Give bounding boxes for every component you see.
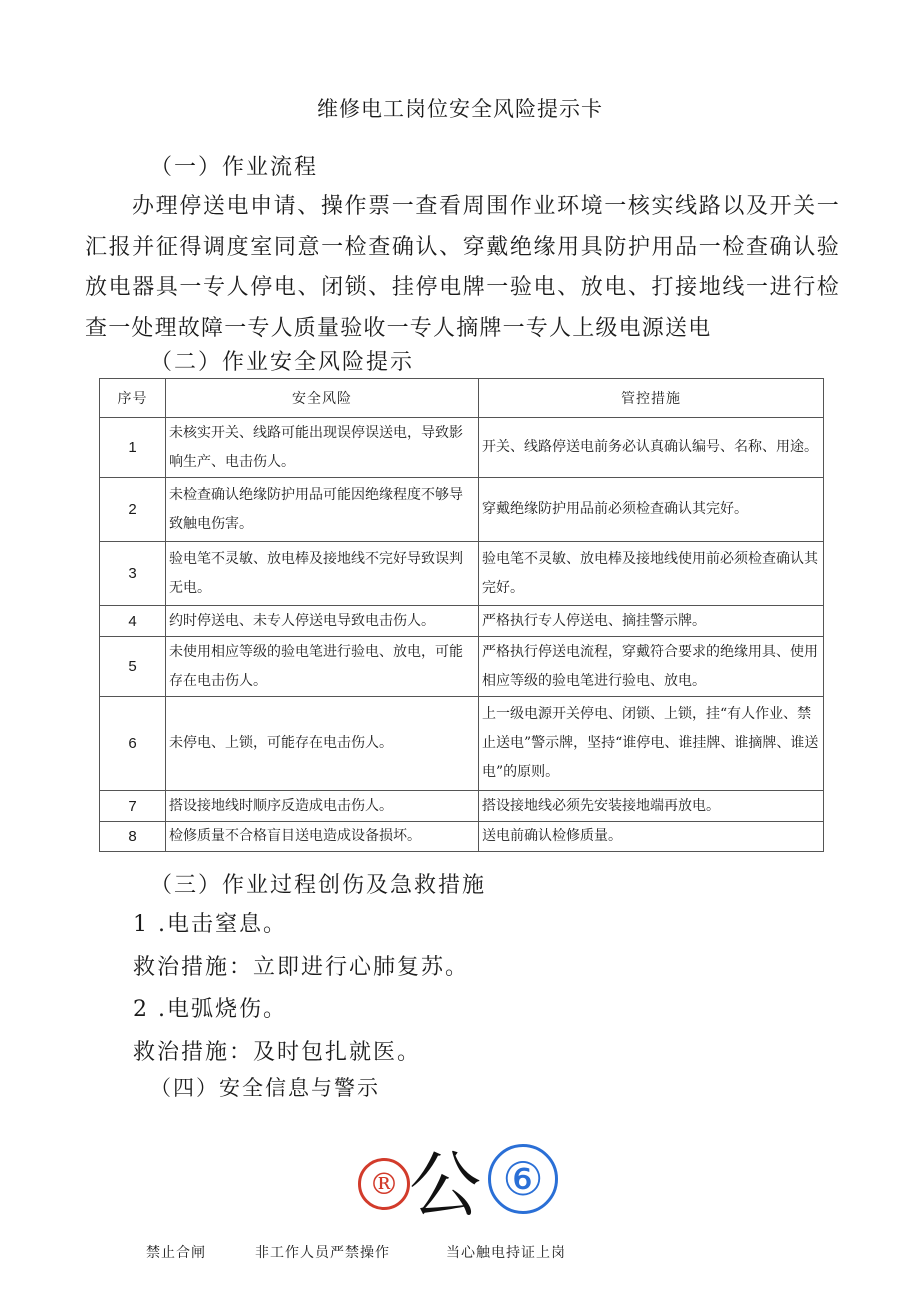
- first-aid-measure: 救治措施：立即进行心肺复苏。: [133, 955, 470, 980]
- first-aid-item: 1 .电击窒息。: [133, 912, 287, 937]
- first-aid-item: 2 .电弧烧伤。: [133, 997, 287, 1022]
- first-aid-measure: 救治措施：及时包扎就医。: [133, 1040, 422, 1065]
- section-heading-warnings: （四）安全信息与警示: [150, 1076, 380, 1100]
- table-row: [100, 418, 824, 478]
- row-no: 5: [100, 637, 166, 697]
- row-control: 严格执行专人停送电、摘挂警示牌。: [479, 606, 824, 637]
- row-control: 穿戴绝缘防护用品前必须检查确认其完好。: [479, 478, 824, 542]
- no-closing-sign-icon: ®: [358, 1158, 410, 1210]
- row-control: 送电前确认检修质量。: [479, 822, 824, 852]
- row-no: 2: [100, 478, 166, 542]
- row-control: 开关、线路停送电前务必认真确认编号、名称、用途。: [479, 418, 824, 478]
- sign-caption: 禁止合闸: [146, 1245, 206, 1261]
- table-header-row: [100, 379, 824, 418]
- table-row: [100, 478, 824, 542]
- row-risk: 搭设接地线时顺序反造成电击伤人。: [166, 791, 479, 822]
- electric-shock-sign-icon: ⑥: [488, 1144, 558, 1214]
- row-risk: 未核实开关、线路可能出现误停误送电，导致影响生产、电击伤人。: [166, 418, 479, 478]
- row-risk: 约时停送电、未专人停送电导致电击伤人。: [166, 606, 479, 637]
- table-row: [100, 542, 824, 606]
- header-risk: 安全风险: [166, 379, 479, 418]
- section-heading-first-aid: （三）作业过程创伤及急救措施: [150, 873, 487, 898]
- page-title: 维修电工岗位安全风险提示卡: [317, 97, 603, 121]
- table-row: [100, 606, 824, 637]
- row-risk: 检修质量不合格盲目送电造成设备损坏。: [166, 822, 479, 852]
- sign-caption: 非工作人员严禁操作: [255, 1245, 390, 1261]
- header-control: 管控措施: [479, 379, 824, 418]
- risk-table: [99, 378, 824, 852]
- sign-caption: 当心触电持证上岗: [446, 1245, 566, 1261]
- row-control: 严格执行停送电流程，穿戴符合要求的绝缘用具、使用相应等级的验电笔进行验电、放电。: [479, 637, 824, 697]
- table-row: [100, 822, 824, 852]
- table-row: [100, 791, 824, 822]
- no-operation-sign-icon: 公: [408, 1143, 481, 1227]
- workflow-text: 办理停送电申请、操作票一查看周围作业环境一核实线路以及开关一汇报并征得调度室同意一检查确认、穿戴绝缘用具防护用品一检查确认验放电器具一专人停电、闭锁、挂停电牌一验电、放电、打接地线一进行检查一处理故障一专人质量验收一专人摘牌一专人上级电源送电: [85, 194, 840, 341]
- row-risk: 未使用相应等级的验电笔进行验电、放电，可能存在电击伤人。: [166, 637, 479, 697]
- row-risk: 未停电、上锁，可能存在电击伤人。: [166, 697, 479, 791]
- row-risk: 验电笔不灵敏、放电棒及接地线不完好导致误判无电。: [166, 542, 479, 606]
- section-heading-risk: （二）作业安全风险提示: [150, 350, 415, 375]
- row-control: 验电笔不灵敏、放电棒及接地线使用前必须检查确认其完好。: [479, 542, 824, 606]
- row-risk: 未检查确认绝缘防护用品可能因绝缘程度不够导致触电伤害。: [166, 478, 479, 542]
- table-row: [100, 637, 824, 697]
- row-no: 7: [100, 791, 166, 822]
- row-no: 4: [100, 606, 166, 637]
- table-row: [100, 697, 824, 791]
- row-no: 1: [100, 418, 166, 478]
- row-no: 8: [100, 822, 166, 852]
- header-no: 序号: [100, 379, 166, 418]
- row-control: 上一级电源开关停电、闭锁、上锁，挂“有人作业、禁止送电”警示牌，坚持“谁停电、谁挂牌、谁摘牌、谁送电”的原则。: [479, 697, 824, 791]
- row-no: 3: [100, 542, 166, 606]
- row-no: 6: [100, 697, 166, 791]
- row-control: 搭设接地线必须先安装接地端再放电。: [479, 791, 824, 822]
- section-heading-workflow: （一）作业流程: [150, 155, 319, 180]
